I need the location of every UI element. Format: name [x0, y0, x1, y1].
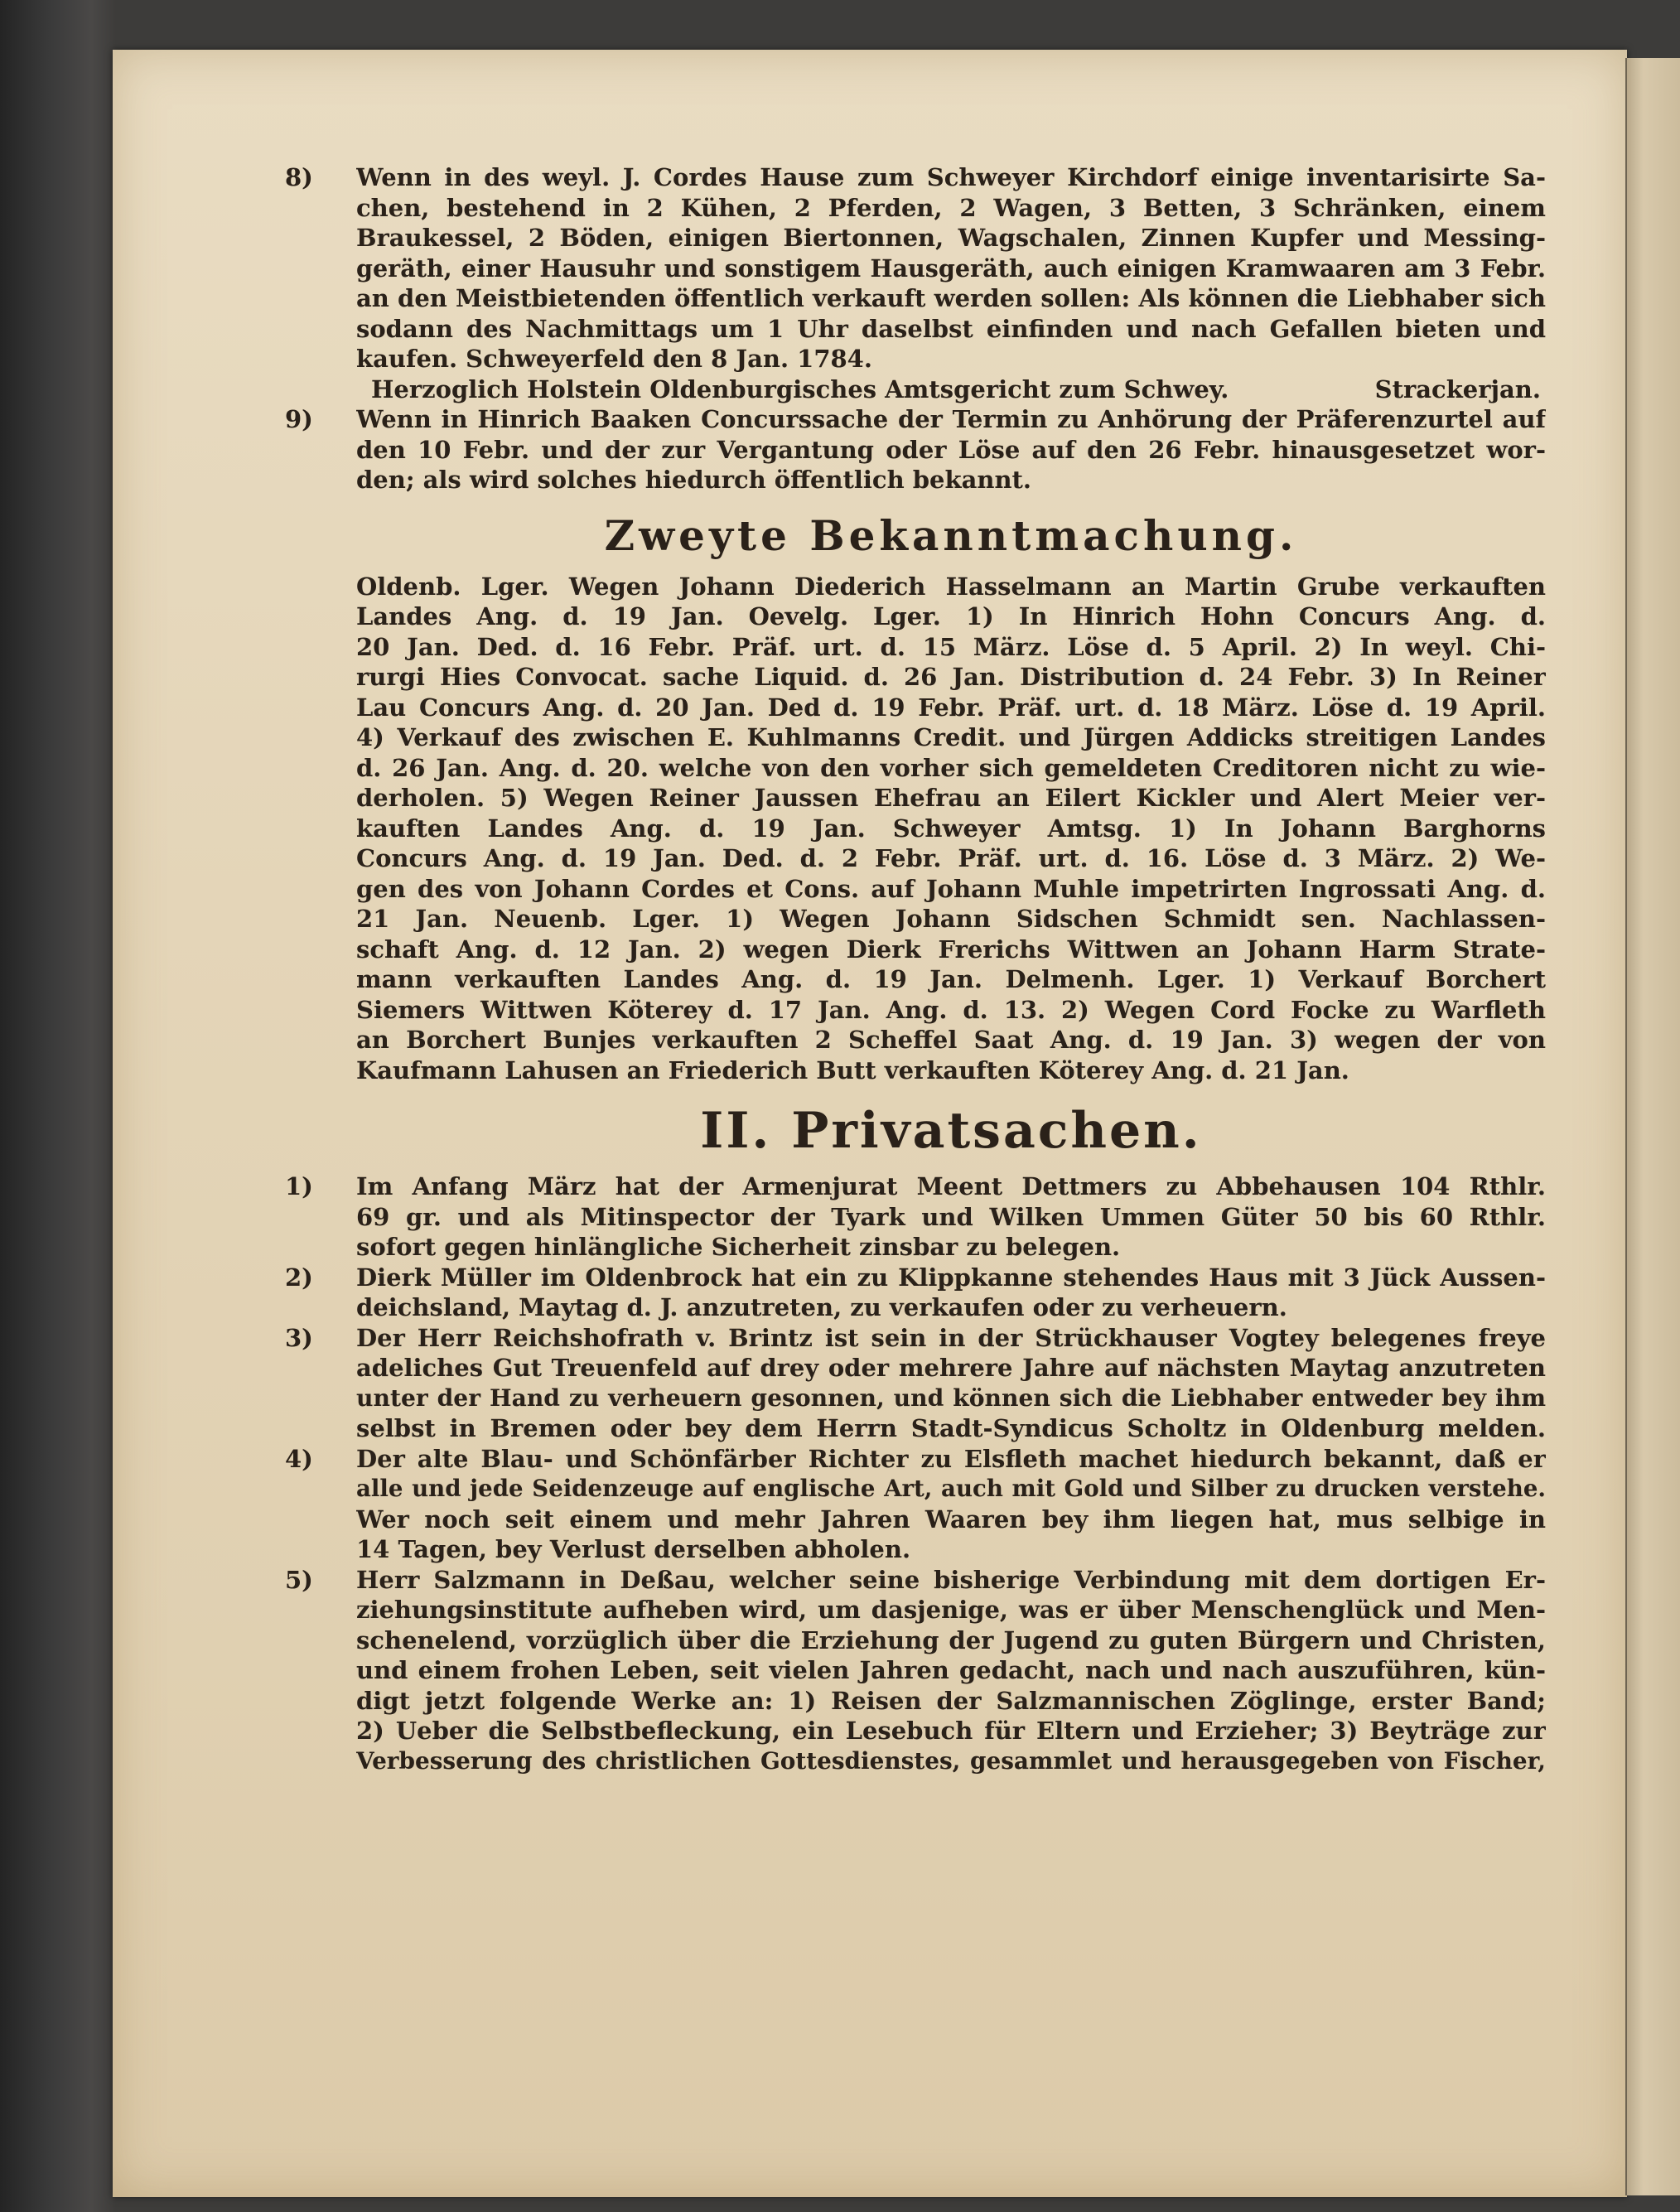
second-notice-block [356, 572, 1546, 1086]
text-line: kaufen. Schweyerfeld den 8 Jan. 1784. [356, 345, 872, 373]
text-line: sofort gegen hinlängliche Sicherheit zinsbar zu belegen. [356, 1233, 1121, 1261]
private-notice-3 [285, 1323, 1546, 1444]
text-line: schaft Ang. d. 12 Jan. 2) wegen Dierk Frerichs Wittwen an Johann Harm Strate- [356, 935, 1546, 964]
text-line: geräth, einer Hausuhr und sonstigem Hausgeräth, auch einigen Kramwaaren am 3 Febr. [356, 254, 1546, 283]
signature-line [356, 374, 1546, 405]
text-line: Kaufmann Lahusen an Friederich Butt verkauften Köterey Ang. d. 21 Jan. [356, 1055, 1349, 1084]
notice-8 [285, 162, 1546, 404]
text-line: Dierk Müller im Oldenbrock hat ein zu Klippkanne stehendes Haus mit 3 Jück Aussen- [356, 1263, 1546, 1292]
facing-page-edge [1625, 58, 1680, 2195]
text-line: 2) Ueber die Selbstbefleckung, ein Lesebuch für Eltern und Erzieher; 3) Beyträge zur [356, 1717, 1546, 1745]
text-line: d. 26 Jan. Ang. d. 20. welche von den vorher sich gemeldeten Creditoren nicht zu wie- [356, 753, 1546, 782]
text-line: Herr Salzmann in Deßau, welcher seine bisherige Verbindung mit dem dortigen Er- [356, 1565, 1546, 1594]
text-line: selbst in Bremen oder bey dem Herrn Stadt-Syndicus Scholtz in Oldenburg melden. [356, 1414, 1546, 1442]
section-heading-second-notice: Zweyte Bekanntmachung. [604, 510, 1298, 560]
private-notice-4 [285, 1444, 1546, 1565]
text-line: kauften Landes Ang. d. 19 Jan. Schweyer Amtsg. 1) In Johann Barghorns [356, 814, 1546, 843]
text-line: Im Anfang März hat der Armenjurat Meent Dettmers zu Abbehausen 104 Rthlr. [356, 1172, 1546, 1200]
text-line: alle und jede Seidenzeuge auf englische Art, auch mit Gold und Silber zu drucken verstehe. [356, 1475, 1546, 1502]
text-line: den; als wird solches hiedurch öffentlich bekannt. [356, 466, 1032, 494]
text-line: derholen. 5) Wegen Reiner Jaussen Ehefrau an Eilert Kickler und Alert Meier ver- [356, 784, 1546, 812]
private-notice-1 [285, 1171, 1546, 1263]
notice-number: 3) [285, 1323, 313, 1352]
notice-number: 8) [285, 163, 313, 191]
text-line: gen des von Johann Cordes et Cons. auf Johann Muhle impetrirten Ingrossati Ang. d. [356, 874, 1546, 903]
text-line: Lau Concurs Ang. d. 20 Jan. Ded d. 19 Febr. Präf. urt. d. 18 März. Löse d. 19 April. [356, 693, 1546, 722]
text-line: chen, bestehend in 2 Kühen, 2 Pferden, 2 Wagen, 3 Betten, 3 Schränken, einem [356, 193, 1546, 222]
private-notice-2 [285, 1263, 1546, 1323]
text-line: Siemers Wittwen Köterey d. 17 Jan. Ang. d. 13. 2) Wegen Cord Focke zu Warfleth [356, 995, 1546, 1024]
text-line: den 10 Febr. und der zur Vergantung oder Löse auf den 26 Febr. hinausgesetzet wor- [356, 435, 1546, 464]
section-heading-private-matters: II. Privatsachen. [700, 1102, 1202, 1160]
notice-number: 2) [285, 1263, 313, 1292]
text-line: Der Herr Reichshofrath v. Brintz ist sein in der Strückhauser Vogtey belegenes freye [356, 1323, 1546, 1352]
text-line: Wenn in des weyl. J. Cordes Hause zum Schweyer Kirchdorf einige inventarisirte Sa- [356, 163, 1546, 191]
issuing-court: Herzoglich Holstein Oldenburgisches Amtsgericht zum Schwey. [371, 374, 1229, 403]
text-line: 20 Jan. Ded. d. 16 Febr. Präf. urt. d. 15 März. Löse d. 5 April. 2) In weyl. Chi- [356, 632, 1546, 661]
text-line: Braukessel, 2 Böden, einigen Biertonnen, Wagschalen, Zinnen Kupfer und Messing- [356, 224, 1546, 252]
text-line: an den Meistbietenden öffentlich verkauft werden sollen: Als können die Liebhaber sich [356, 284, 1546, 312]
signatory: Strackerjan. [1374, 374, 1541, 403]
text-line: Wer noch seit einem und mehr Jahren Waaren bey ihm liegen hat, mus selbige in [356, 1504, 1546, 1533]
private-notice-5 [285, 1565, 1546, 1777]
text-line: Verbesserung des christlichen Gottesdienstes, gesammlet und herausgegeben von Fischer, [356, 1746, 1546, 1775]
text-line: sodann des Nachmittags um 1 Uhr daselbst einfinden und nach Gefallen bieten und [356, 314, 1546, 343]
text-line: und einem frohen Leben, seit vielen Jahren gedacht, nach und nach auszuführen, kün- [356, 1656, 1546, 1684]
text-line: mann verkauften Landes Ang. d. 19 Jan. Delmenh. Lger. 1) Verkauf Borchert [356, 965, 1546, 993]
page-text [285, 162, 1546, 1776]
text-line: 21 Jan. Neuenb. Lger. 1) Wegen Johann Sidschen Schmidt sen. Nachlassen- [356, 905, 1546, 933]
text-line: ziehungsinstitute aufheben wird, um dasjenige, was er über Menschenglück und Men- [356, 1596, 1546, 1624]
notice-number: 5) [285, 1565, 313, 1594]
notice-number: 4) [285, 1444, 313, 1473]
text-line: Concurs Ang. d. 19 Jan. Ded. d. 2 Febr. Präf. urt. d. 16. Löse d. 3 März. 2) We- [356, 844, 1546, 872]
text-line: deichsland, Maytag d. J. anzutreten, zu verkaufen oder zu verheuern. [356, 1293, 1287, 1321]
text-line: 4) Verkauf des zwischen E. Kuhlmanns Credit. und Jürgen Addicks streitigen Landes [356, 723, 1546, 751]
text-line: adeliches Gut Treuenfeld auf drey oder mehrere Jahre auf nächsten Maytag anzutreten [356, 1354, 1546, 1382]
text-line: Wenn in Hinrich Baaken Concurssache der Termin zu Anhörung der Präferenzurtel auf [356, 405, 1546, 433]
text-line: digt jetzt folgende Werke an: 1) Reisen der Salzmannischen Zöglinge, erster Band; [356, 1686, 1546, 1715]
text-line: an Borchert Bunjes verkauften 2 Scheffel Saat Ang. d. 19 Jan. 3) wegen der von [356, 1026, 1546, 1054]
text-line: 14 Tagen, bey Verlust derselben abholen. [356, 1535, 911, 1563]
text-line: rurgi Hies Convocat. sache Liquid. d. 26 Jan. Distribution d. 24 Febr. 3) In Reiner [356, 663, 1546, 691]
text-line: 69 gr. und als Mitinspector der Tyark und Wilken Ummen Güter 50 bis 60 Rthlr. [356, 1202, 1546, 1231]
text-line: Oldenb. Lger. Wegen Johann Diederich Hasselmann an Martin Grube verkauften [356, 572, 1546, 601]
text-line: Landes Ang. d. 19 Jan. Oevelg. Lger. 1) In Hinrich Hohn Concurs Ang. d. [356, 602, 1546, 630]
text-line: schenelend, vorzüglich über die Erziehung der Jugend zu guten Bürgern und Christen, [356, 1625, 1546, 1654]
notice-9 [285, 404, 1546, 495]
notice-number: 1) [285, 1172, 313, 1200]
text-line: unter der Hand zu verheuern gesonnen, und können sich die Liebhaber entweder bey ihm [356, 1384, 1546, 1412]
notice-number: 9) [285, 405, 313, 433]
text-line: Der alte Blau- und Schönfärber Richter zu Elsfleth machet hiedurch bekannt, daß er [356, 1444, 1546, 1473]
